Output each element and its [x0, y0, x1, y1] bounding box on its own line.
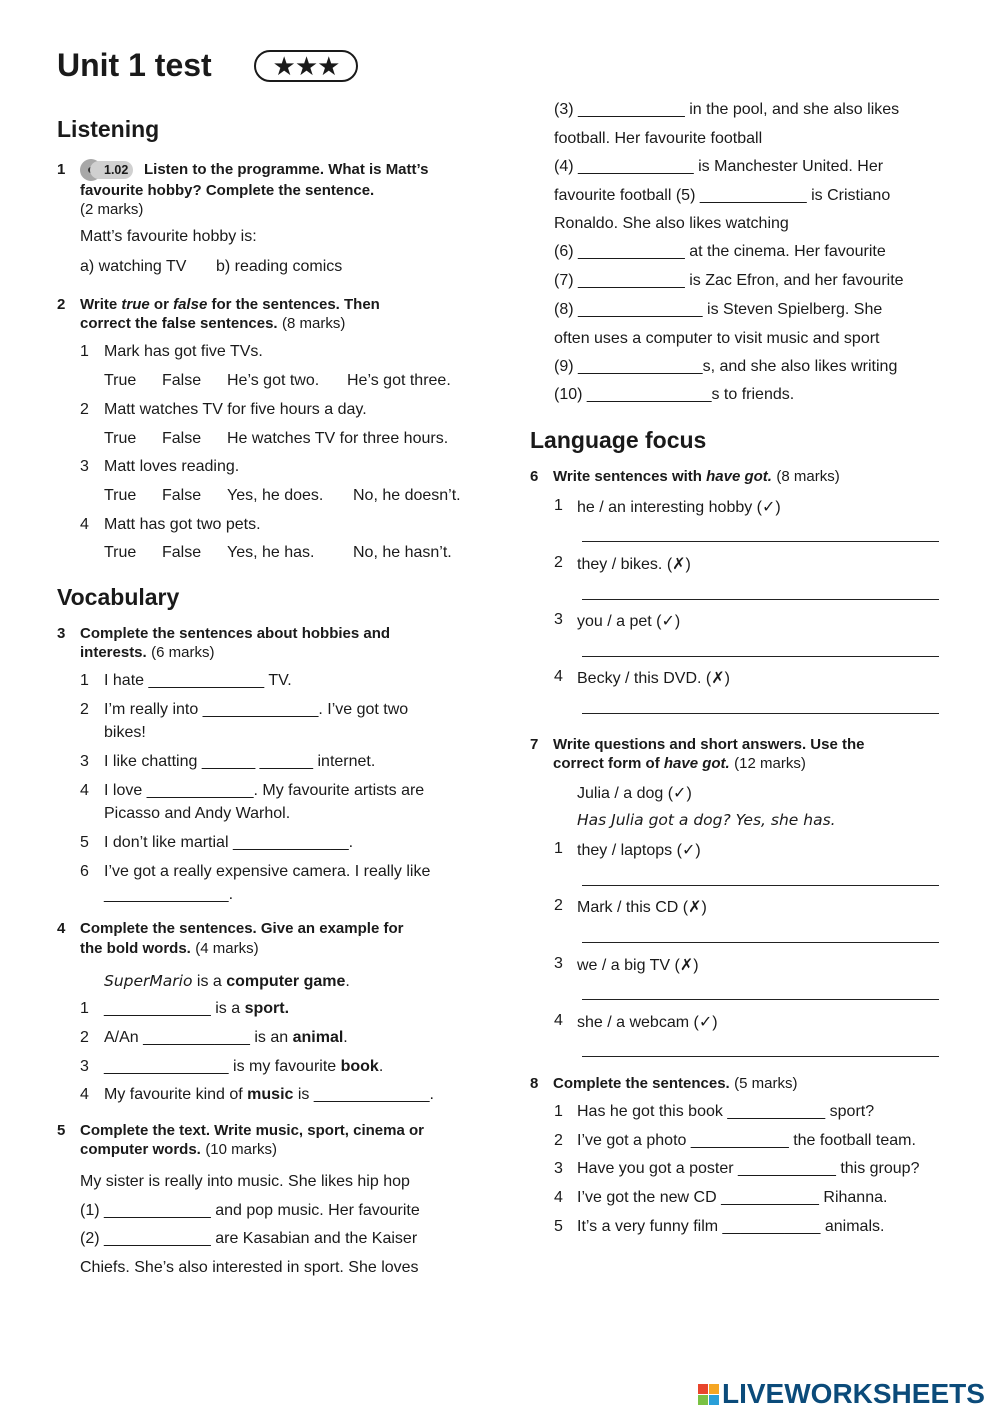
gap-fill-sentence[interactable]: I’ve got a photo ___________ the football team.	[577, 1132, 916, 1149]
question-number: 1	[57, 161, 66, 178]
item-number: 5	[554, 1218, 563, 1235]
gap-fill-line[interactable]: (3) ____________ in the pool, and she also likes	[554, 101, 900, 118]
prompt-words: Becky / this DVD. (✗)	[577, 670, 730, 687]
gap-fill-line[interactable]: favourite football (5) ____________ is Cristiano	[554, 187, 891, 204]
item-number: 6	[80, 863, 89, 880]
item-number: 3	[80, 1058, 89, 1075]
question-number: 2	[57, 296, 66, 313]
item-number: 1	[554, 1103, 563, 1120]
prompt-words: they / laptops (✓)	[577, 842, 701, 859]
gap-fill-sentence[interactable]: I’m really into _____________. I’ve got two	[104, 701, 409, 718]
text-line: Ronaldo. She also likes watching	[554, 215, 789, 232]
item-number: 2	[554, 554, 563, 571]
gap-fill-sentence[interactable]: A/An ____________ is an animal.	[104, 1029, 348, 1046]
gap-fill-sentence[interactable]: I like chatting ______ ______ internet.	[104, 753, 376, 770]
question-instruction: correct the false sentences. (8 marks)	[80, 315, 346, 332]
item-number: 2	[554, 1132, 563, 1149]
item-number: 1	[554, 497, 563, 514]
section-heading-vocabulary: Vocabulary	[57, 584, 180, 610]
text-line: Chiefs. She’s also interested in sport. She loves	[80, 1259, 419, 1276]
item-number: 4	[554, 1189, 563, 1206]
gap-fill-sentence[interactable]: Has he got this book ___________ sport?	[577, 1103, 875, 1120]
gap-fill-sentence[interactable]: It’s a very funny film ___________ animals.	[577, 1218, 885, 1235]
gap-fill-sentence[interactable]: My favourite kind of music is _____________.	[104, 1086, 434, 1103]
question-marks: (2 marks)	[80, 201, 144, 218]
logo-mark-icon	[698, 1384, 719, 1405]
logo-square	[709, 1384, 719, 1394]
example-answer: Has Julia got a dog? Yes, she has.	[577, 811, 836, 829]
question-instruction: Complete the sentences. Give an example for	[80, 920, 404, 937]
statement: Mark has got five TVs.	[104, 343, 263, 360]
prompt-words: she / a webcam (✓)	[577, 1014, 718, 1031]
example-prompt: Julia / a dog (✓)	[577, 785, 692, 802]
question-number: 5	[57, 1122, 66, 1139]
item-number: 2	[80, 701, 89, 718]
logo-square	[709, 1395, 719, 1405]
track-number: 1.02	[90, 161, 133, 179]
gap-fill-line[interactable]: (8) ______________ is Steven Spielberg. She	[554, 301, 883, 318]
item-number: 4	[80, 1086, 89, 1103]
item-number: 1	[80, 343, 89, 360]
item-number: 2	[554, 897, 563, 914]
question-instruction: the bold words. (4 marks)	[80, 940, 259, 957]
question-instruction: correct form of have got. (12 marks)	[553, 755, 806, 772]
statement: Matt watches TV for five hours a day.	[104, 401, 367, 418]
question-number: 8	[530, 1075, 539, 1092]
option-false[interactable]: False	[162, 372, 202, 389]
gap-fill-sentence[interactable]: ______________ is my favourite book.	[104, 1058, 384, 1075]
item-number: 3	[554, 1160, 563, 1177]
question-prompt: Matt’s favourite hobby is:	[80, 228, 257, 245]
question-instruction: interests. (6 marks)	[80, 644, 215, 661]
question-instruction: Write sentences with have got. (8 marks)	[553, 468, 840, 485]
item-number: 2	[80, 1029, 89, 1046]
gap-fill-line[interactable]: (4) _____________ is Manchester United. Her	[554, 158, 884, 175]
gap-fill-sentence[interactable]: ____________ is a sport.	[104, 1000, 290, 1017]
gap-fill-sentence[interactable]: I don’t like martial _____________.	[104, 834, 354, 851]
option-true[interactable]: True	[104, 372, 137, 389]
text-line: often uses a computer to visit music and sport	[554, 330, 880, 347]
option-false[interactable]: False	[162, 487, 202, 504]
option-true[interactable]: True	[104, 487, 137, 504]
item-number: 3	[554, 955, 563, 972]
question-instruction: Write questions and short answers. Use the	[553, 736, 865, 753]
difficulty-stars: ★★★	[254, 50, 358, 82]
gap-fill-line[interactable]: (2) ____________ are Kasabian and the Kaiser	[80, 1230, 418, 1247]
question-instruction: Listen to the programme. What is Matt’s	[144, 161, 429, 178]
sentence-continuation: Picasso and Andy Warhol.	[104, 805, 291, 822]
question-instruction: Complete the sentences about hobbies and	[80, 625, 391, 642]
question-instruction: favourite hobby? Complete the sentence.	[80, 182, 375, 199]
option-false[interactable]: False	[162, 430, 202, 447]
item-number: 1	[80, 672, 89, 689]
question-number: 6	[530, 468, 539, 485]
item-number: 3	[554, 611, 563, 628]
item-number: 5	[80, 834, 89, 851]
correction-option[interactable]: He’s got two.	[227, 372, 320, 389]
question-number: 4	[57, 920, 66, 937]
correction-option[interactable]: No, he hasn’t.	[353, 544, 452, 561]
logo-square	[698, 1384, 708, 1394]
answer-line[interactable]	[582, 1056, 939, 1057]
option-false[interactable]: False	[162, 544, 202, 561]
item-number: 4	[554, 668, 563, 685]
sentence-continuation[interactable]: ______________.	[104, 886, 234, 903]
gap-fill-line[interactable]: (7) ____________ is Zac Efron, and her favourite	[554, 272, 904, 289]
prompt-words: you / a pet (✓)	[577, 613, 681, 630]
item-number: 3	[80, 458, 89, 475]
item-number: 1	[80, 1000, 89, 1017]
page-title: Unit 1 test	[57, 47, 212, 83]
gap-fill-sentence[interactable]: I’ve got a really expensive camera. I really like	[104, 863, 431, 880]
answer-line[interactable]	[582, 713, 939, 714]
sentence-continuation: bikes!	[104, 724, 146, 741]
answer-line[interactable]	[582, 942, 939, 943]
prompt-words: we / a big TV (✗)	[577, 957, 699, 974]
gap-fill-sentence[interactable]: Have you got a poster ___________ this group?	[577, 1160, 920, 1177]
statement: Matt has got two pets.	[104, 516, 261, 533]
answer-line[interactable]	[582, 999, 939, 1000]
gap-fill-line[interactable]: (10) ______________s to friends.	[554, 386, 795, 403]
prompt-words: Mark / this CD (✗)	[577, 899, 707, 916]
option-true[interactable]: True	[104, 430, 137, 447]
item-number: 4	[554, 1012, 563, 1029]
gap-fill-sentence[interactable]: I’ve got the new CD ___________ Rihanna.	[577, 1189, 888, 1206]
question-number: 3	[57, 625, 66, 642]
option-true[interactable]: True	[104, 544, 137, 561]
prompt-words: they / bikes. (✗)	[577, 556, 691, 573]
correction-option[interactable]: No, he doesn’t.	[353, 487, 461, 504]
prompt-words: he / an interesting hobby (✓)	[577, 499, 781, 516]
section-heading-language-focus: Language focus	[530, 427, 707, 453]
correction-option[interactable]: He’s got three.	[347, 372, 451, 389]
statement: Matt loves reading.	[104, 458, 240, 475]
gap-fill-line[interactable]: (9) ______________s, and she also likes writing	[554, 358, 898, 375]
gap-fill-line[interactable]: (1) ____________ and pop music. Her favourite	[80, 1202, 420, 1219]
text-line: football. Her favourite football	[554, 130, 763, 147]
logo-wordmark: LIVEWORKSHEETS	[722, 1378, 985, 1409]
answer-line[interactable]	[582, 656, 939, 657]
question-instruction: Complete the text. Write music, sport, cinema or	[80, 1122, 424, 1139]
gap-fill-line[interactable]: (6) ____________ at the cinema. Her favourite	[554, 243, 886, 260]
gap-fill-sentence[interactable]: I love ____________. My favourite artists are	[104, 782, 425, 799]
item-number: 4	[80, 516, 89, 533]
item-number: 2	[80, 401, 89, 418]
audio-track-badge[interactable]	[80, 159, 133, 181]
question-instruction: Write true or false for the sentences. Then	[80, 296, 380, 313]
section-heading-listening: Listening	[57, 116, 160, 142]
correction-option[interactable]: Yes, he has.	[227, 544, 315, 561]
correction-option[interactable]: Yes, he does.	[227, 487, 324, 504]
question-instruction: computer words. (10 marks)	[80, 1141, 277, 1158]
correction-option[interactable]: He watches TV for three hours.	[227, 430, 449, 447]
answer-option-b[interactable]: b) reading comics	[216, 258, 343, 275]
question-number: 7	[530, 736, 539, 753]
logo-square	[698, 1395, 708, 1405]
example-sentence: SuperMario is a computer game.	[104, 972, 350, 990]
question-instruction: Complete the sentences. (5 marks)	[553, 1075, 798, 1092]
text-line: My sister is really into music. She likes hip hop	[80, 1173, 410, 1190]
gap-fill-sentence[interactable]: I hate _____________ TV.	[104, 672, 292, 689]
answer-line[interactable]	[582, 599, 939, 600]
item-number: 4	[80, 782, 89, 799]
item-number: 3	[80, 753, 89, 770]
answer-option-a[interactable]: a) watching TV	[80, 258, 187, 275]
answer-line[interactable]	[582, 541, 939, 542]
liveworksheets-logo[interactable]	[698, 1378, 985, 1410]
answer-line[interactable]	[582, 885, 939, 886]
item-number: 1	[554, 840, 563, 857]
